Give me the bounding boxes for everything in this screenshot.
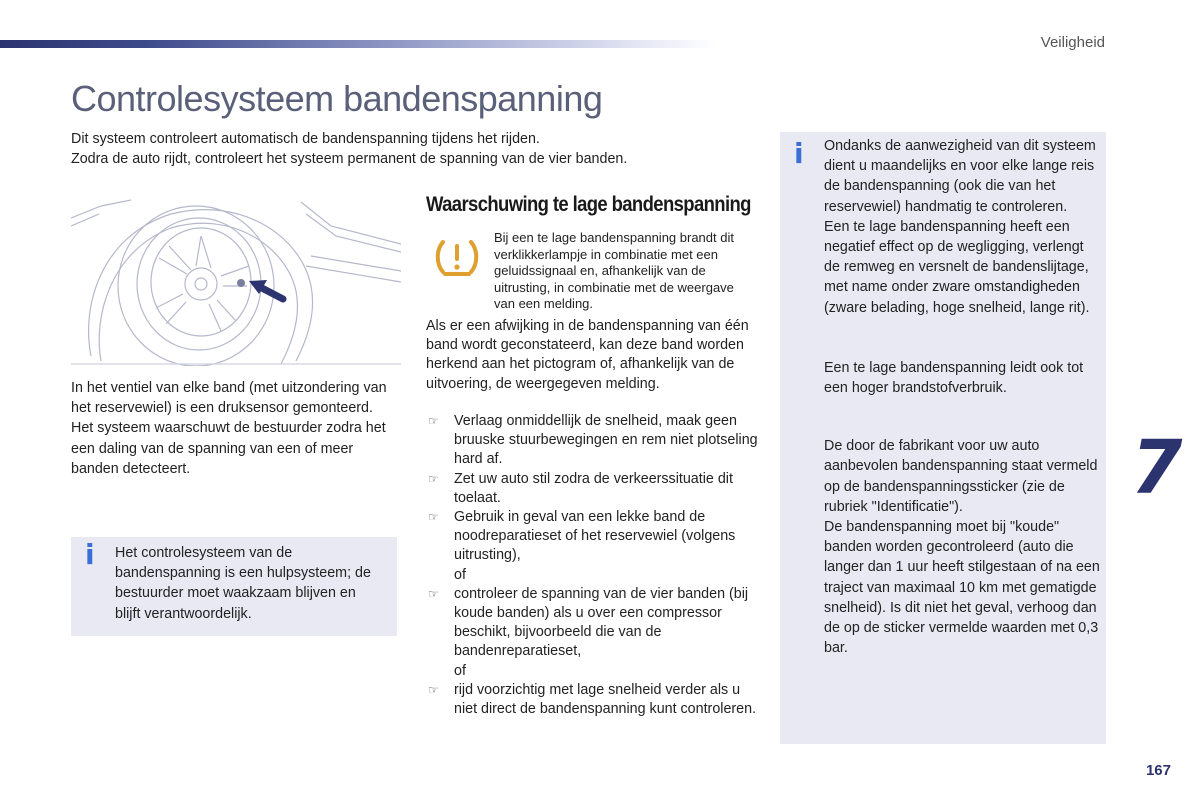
section-heading: Waarschuwing te lage bandenspanning	[426, 193, 751, 216]
deviation-paragraph	[426, 317, 756, 394]
intro	[71, 129, 627, 169]
paragraph: Ondanks de aanwezigheid van dit systeem dient u maandelijks en voor elke lange reis de bandenspanning (ook die van het reservewiel) handmatig te controleren.	[824, 138, 1096, 215]
tire-valve-sensor-illustration	[71, 196, 401, 366]
info-icon: i	[85, 538, 95, 571]
info-box-text	[824, 136, 1100, 658]
paragraph: De door de fabrikant voor uw auto aanbevolen bandenspanning staat vermeld op de bandenspanningssticker (zie de rubriek "Identificatie").	[824, 438, 1098, 515]
section-label: Veiligheid	[1040, 34, 1105, 51]
warning-light-text: Bij een te lage bandenspanning brandt dit verklikkerlampje in combinatie met een geluidssignaal en, afhankelijk van de uitrusting, in combinatie met de weergave van een melding.	[494, 230, 734, 311]
info-box-manual-check	[780, 132, 1106, 744]
info-icon: i	[794, 137, 804, 170]
pointing-hand-icon: ☞	[428, 414, 439, 428]
info-box-text: Het controlesysteem van de bandenspanning is een hulpsysteem; de bestuurder moet waakzaam blijven en blijft verantwoordelijk.	[115, 545, 371, 622]
page-title: Controlesysteem bandenspanning	[71, 78, 603, 119]
page-number: 167	[1145, 762, 1171, 779]
list-item	[426, 508, 761, 566]
tire-pressure-warning-icon	[433, 236, 481, 280]
list-item-text: Verlaag onmiddellijk de snelheid, maak geen bruuske stuurbewegingen en rem niet plotseling hard af.	[454, 413, 758, 468]
intro-line: Zodra de auto rijdt, controleert het systeem permanent de spanning van de vier banden.	[71, 151, 628, 167]
pointing-hand-icon: ☞	[428, 586, 439, 601]
tire-illustration-svg	[71, 196, 401, 366]
list-item-text: controleer de spanning van de vier banden (bij koude banden) als u over een compressor beschikt, bijvoorbeeld die van de bandenreparatieset,	[454, 585, 749, 660]
list-item	[426, 470, 761, 508]
chapter-number: 7	[1131, 425, 1183, 511]
paragraph: In het ventiel van elke band (met uitzondering van het reservewiel) is een druksensor gemonteerd.	[71, 380, 387, 417]
intro-line: Dit systeem controleert automatisch de bandenspanning tijdens het rijden.	[71, 131, 540, 147]
paragraph: Het systeem waarschuwt de bestuurder zodra het een daling van de spanning van een of meer banden detecteert.	[71, 420, 386, 477]
list-item-text: Gebruik in geval van een lekke band de noodreparatieset of het reservewiel (volgens uitrusting),	[454, 509, 736, 564]
pointing-hand-icon: ☞	[428, 682, 439, 697]
header-gradient-bar	[0, 40, 715, 48]
or-separator: of	[454, 566, 466, 583]
pointing-hand-icon: ☞	[428, 471, 439, 486]
list-item	[426, 412, 761, 470]
list-item-text: Zet uw auto stil zodra de verkeerssituatie dit toelaat.	[454, 470, 733, 506]
arrow-icon	[249, 280, 283, 299]
or-separator: of	[454, 662, 466, 679]
paragraph: Een te lage bandenspanning heeft een negatief effect op de wegligging, verlengt de remweg en versnelt de bandenslijtage, met name onder zware omstandigheden (zware belading, hoge snelheid, lange rit).	[824, 218, 1090, 316]
sensor-description	[71, 378, 391, 479]
pointing-hand-icon: ☞	[428, 510, 439, 525]
list-item	[426, 681, 761, 719]
paragraph: De bandenspanning moet bij "koude" banden worden gecontroleerd (auto die langer dan 1 uur heeft stilgestaan of na een traject van maximaal 10 km met gematigde snelheid). Is dit niet het geval, verhoog dan de op de sticker vermelde waarden met 0,3 bar.	[824, 519, 1100, 657]
action-list	[426, 412, 761, 719]
list-item	[426, 585, 761, 662]
info-box-assist-system	[71, 537, 397, 636]
paragraph: Als er een afwijking in de bandenspanning van één band wordt geconstateerd, kan deze band worden herkend aan het pictogram of, afhankelijk van de uitvoering, de weergegeven melding.	[426, 318, 749, 392]
paragraph: Een te lage bandenspanning leidt ook tot een hoger brandstofverbruik.	[824, 359, 1084, 397]
list-item-text: rijd voorzichtig met lage snelheid verder als u niet direct de bandenspanning kunt controleren.	[454, 681, 757, 718]
